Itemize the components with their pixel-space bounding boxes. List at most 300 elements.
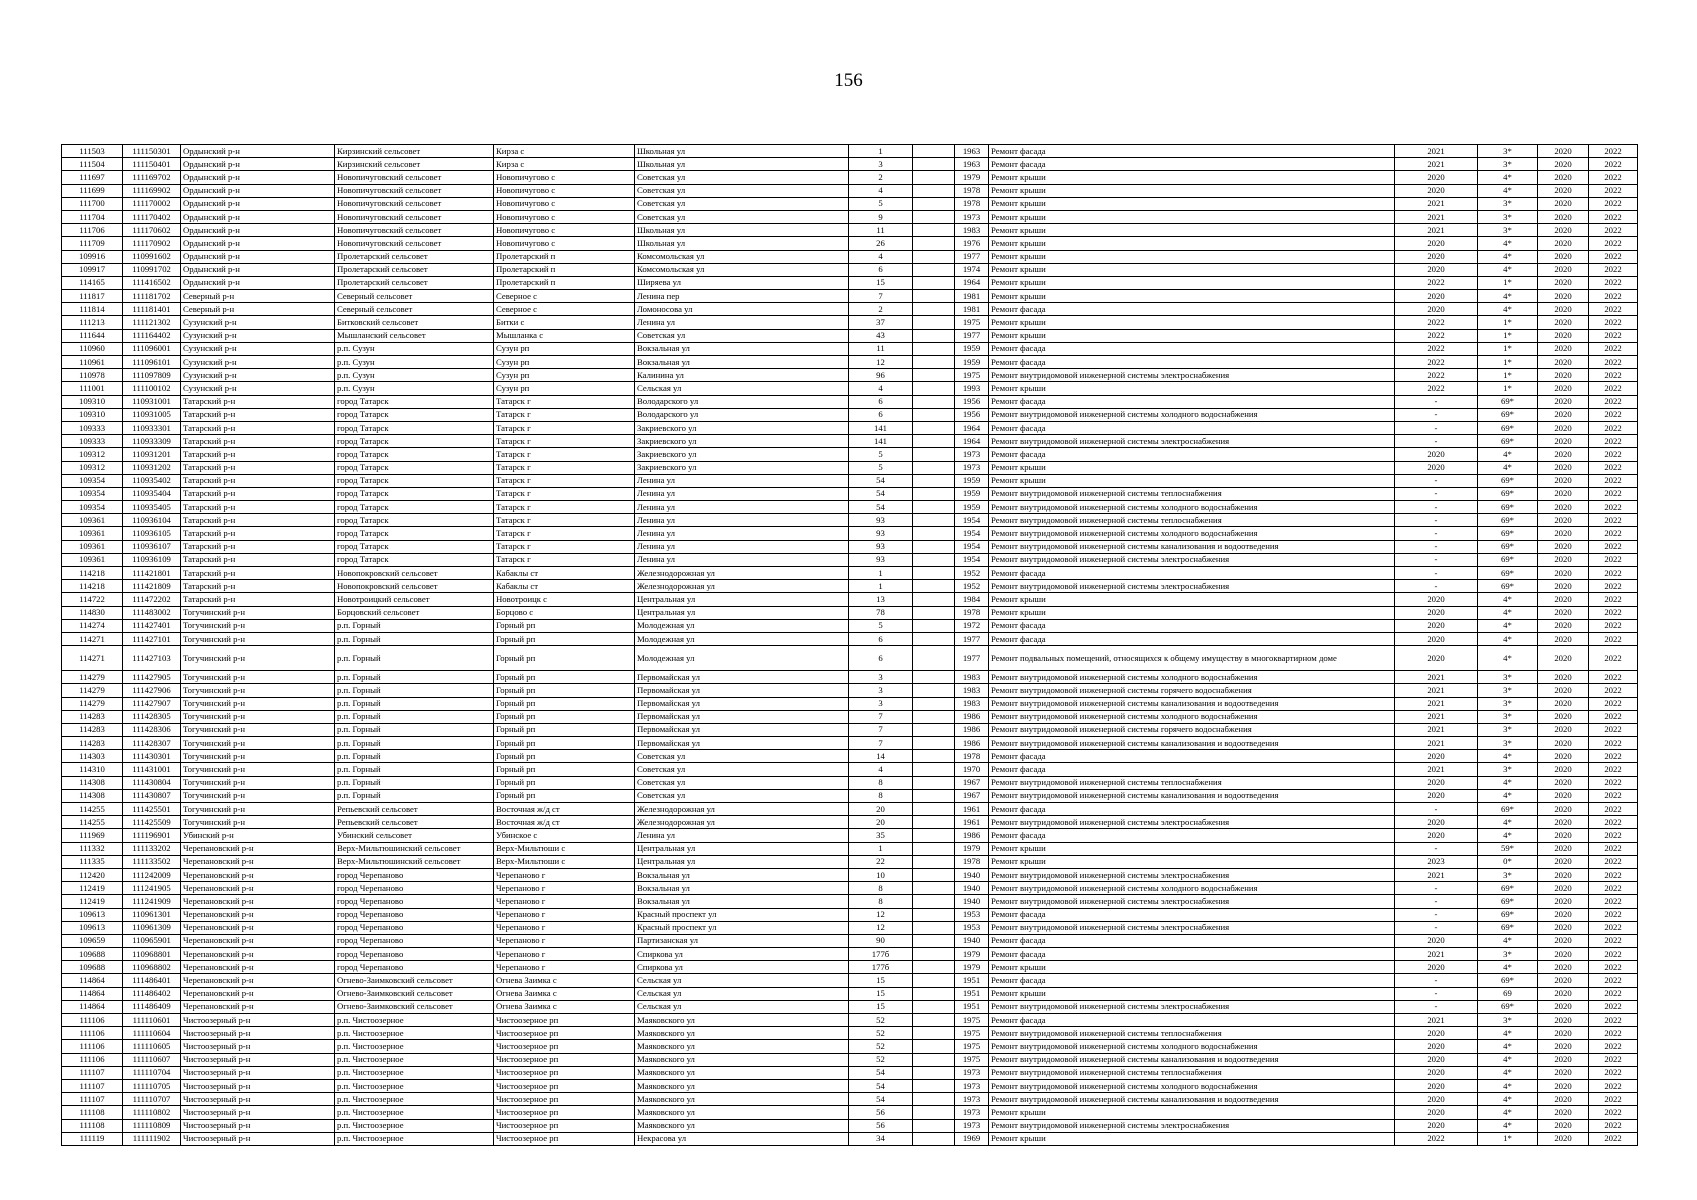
cell-house-number: 7 <box>849 737 913 750</box>
cell-period-end: 2022 <box>1589 395 1638 408</box>
cell-district: Татарский р-н <box>181 567 335 580</box>
table-row <box>62 408 1638 421</box>
cell-planned-year: - <box>1395 408 1478 421</box>
cell-house-number: 54 <box>849 501 913 514</box>
cell-status-value: 4* <box>1478 237 1538 250</box>
cell-district: Ордынский р-н <box>181 145 335 158</box>
cell-work-type: Ремонт крыши <box>989 987 1395 1000</box>
cell-settlement: Горный рп <box>494 750 635 763</box>
cell-street: Ленина ул <box>635 829 849 842</box>
cell-status-value: 4* <box>1478 829 1538 842</box>
cell-status-value: 4* <box>1478 816 1538 829</box>
table-row <box>62 263 1638 276</box>
cell-year-built: 1977 <box>955 250 989 263</box>
cell-work-id: 111421809 <box>123 580 181 593</box>
cell-building <box>913 382 955 395</box>
cell-planned-year: 2021 <box>1395 684 1478 697</box>
cell-period-start: 2020 <box>1538 487 1589 500</box>
cell-work-type: Ремонт внутридомовой инженерной системы электроснабжения <box>989 553 1395 566</box>
cell-planned-year: 2021 <box>1395 763 1478 776</box>
cell-status-value: 3* <box>1478 723 1538 736</box>
cell-period-end: 2022 <box>1589 816 1638 829</box>
cell-year-built: 1940 <box>955 934 989 947</box>
cell-building <box>913 723 955 736</box>
cell-municipality: город Черепаново <box>335 882 494 895</box>
cell-year-built: 1959 <box>955 342 989 355</box>
cell-status-value: 1* <box>1478 276 1538 289</box>
cell-status-value: 69* <box>1478 895 1538 908</box>
cell-work-type: Ремонт фасада <box>989 948 1395 961</box>
cell-planned-year: 2020 <box>1395 646 1478 671</box>
cell-building <box>913 461 955 474</box>
cell-house-id: 111700 <box>62 197 123 210</box>
cell-municipality: город Татарск <box>335 501 494 514</box>
cell-status-value: 4* <box>1478 750 1538 763</box>
cell-period-start: 2020 <box>1538 789 1589 802</box>
cell-year-built: 1977 <box>955 329 989 342</box>
cell-period-end: 2022 <box>1589 290 1638 303</box>
cell-work-type: Ремонт внутридомовой инженерной системы электроснабжения <box>989 921 1395 934</box>
cell-street: Маяковского ул <box>635 1079 849 1092</box>
cell-status-value: 4* <box>1478 448 1538 461</box>
cell-status-value: 69* <box>1478 580 1538 593</box>
cell-period-end: 2022 <box>1589 632 1638 645</box>
page-number: 156 <box>834 70 863 91</box>
cell-house-id: 111817 <box>62 290 123 303</box>
cell-period-end: 2022 <box>1589 435 1638 448</box>
cell-house-number: 1 <box>849 567 913 580</box>
cell-work-type: Ремонт фасада <box>989 632 1395 645</box>
cell-planned-year: 2020 <box>1395 184 1478 197</box>
cell-work-type: Ремонт внутридомовой инженерной системы теплоснабжения <box>989 1027 1395 1040</box>
cell-work-id: 111421801 <box>123 567 181 580</box>
cell-planned-year: 2020 <box>1395 1119 1478 1132</box>
cell-period-end: 2022 <box>1589 145 1638 158</box>
cell-period-end: 2022 <box>1589 514 1638 527</box>
cell-municipality: Репьевский сельсовет <box>335 803 494 816</box>
cell-house-id: 114279 <box>62 697 123 710</box>
cell-settlement: Черепаново г <box>494 882 635 895</box>
cell-status-value: 4* <box>1478 606 1538 619</box>
table-row <box>62 210 1638 223</box>
cell-period-start: 2020 <box>1538 553 1589 566</box>
cell-district: Чистоозерный р-н <box>181 1027 335 1040</box>
cell-settlement: Огнева Заимка с <box>494 1000 635 1013</box>
cell-period-end: 2022 <box>1589 710 1638 723</box>
cell-municipality: р.п. Сузун <box>335 356 494 369</box>
cell-house-number: 54 <box>849 487 913 500</box>
cell-year-built: 1973 <box>955 1119 989 1132</box>
cell-period-end: 2022 <box>1589 421 1638 434</box>
cell-settlement: Татарск г <box>494 408 635 421</box>
cell-year-built: 1940 <box>955 868 989 881</box>
cell-work-type: Ремонт фасада <box>989 974 1395 987</box>
cell-house-number: 93 <box>849 514 913 527</box>
cell-district: Северный р-н <box>181 290 335 303</box>
cell-planned-year: 2022 <box>1395 276 1478 289</box>
cell-work-id: 110968802 <box>123 961 181 974</box>
cell-period-start: 2020 <box>1538 474 1589 487</box>
cell-planned-year: 2020 <box>1395 1040 1478 1053</box>
cell-status-value: 69* <box>1478 540 1538 553</box>
cell-house-id: 111969 <box>62 829 123 842</box>
cell-municipality: Новопокровский сельсовет <box>335 567 494 580</box>
cell-year-built: 1979 <box>955 171 989 184</box>
cell-year-built: 1973 <box>955 461 989 474</box>
cell-street: Вокзальная ул <box>635 356 849 369</box>
cell-municipality: город Черепаново <box>335 961 494 974</box>
cell-municipality: р.п. Горный <box>335 646 494 671</box>
cell-house-id: 109354 <box>62 501 123 514</box>
cell-building <box>913 1027 955 1040</box>
cell-planned-year: 2021 <box>1395 697 1478 710</box>
table-row <box>62 803 1638 816</box>
cell-status-value: 3* <box>1478 684 1538 697</box>
table-row <box>62 224 1638 237</box>
cell-street: Закриевского ул <box>635 448 849 461</box>
cell-work-id: 110936107 <box>123 540 181 553</box>
cell-period-end: 2022 <box>1589 263 1638 276</box>
cell-house-id: 111108 <box>62 1106 123 1119</box>
table-row <box>62 145 1638 158</box>
cell-status-value: 4* <box>1478 619 1538 632</box>
cell-period-start: 2020 <box>1538 1106 1589 1119</box>
cell-building <box>913 237 955 250</box>
cell-period-end: 2022 <box>1589 1040 1638 1053</box>
cell-period-end: 2022 <box>1589 684 1638 697</box>
cell-house-number: 54 <box>849 1066 913 1079</box>
cell-building <box>913 710 955 723</box>
cell-status-value: 4* <box>1478 263 1538 276</box>
cell-work-type: Ремонт внутридомовой инженерной системы канализования и водоотведения <box>989 1053 1395 1066</box>
table-row <box>62 1027 1638 1040</box>
cell-year-built: 1979 <box>955 842 989 855</box>
cell-settlement: Пролетарский п <box>494 263 635 276</box>
cell-street: Советская ул <box>635 789 849 802</box>
cell-district: Северный р-н <box>181 303 335 316</box>
cell-building <box>913 593 955 606</box>
cell-settlement: Битки с <box>494 316 635 329</box>
cell-work-id: 111428306 <box>123 723 181 736</box>
cell-building <box>913 184 955 197</box>
table-row <box>62 158 1638 171</box>
cell-year-built: 1979 <box>955 948 989 961</box>
table-row <box>62 684 1638 697</box>
cell-settlement: Татарск г <box>494 421 635 434</box>
cell-work-id: 111181702 <box>123 290 181 303</box>
cell-planned-year: - <box>1395 501 1478 514</box>
cell-house-number: 15 <box>849 1000 913 1013</box>
cell-period-start: 2020 <box>1538 987 1589 1000</box>
cell-district: Черепановский р-н <box>181 855 335 868</box>
cell-building <box>913 776 955 789</box>
cell-street: Маяковского ул <box>635 1014 849 1027</box>
table-row <box>62 527 1638 540</box>
cell-status-value: 69* <box>1478 421 1538 434</box>
cell-municipality: р.п. Чистоозерное <box>335 1066 494 1079</box>
cell-district: Сузунский р-н <box>181 356 335 369</box>
cell-year-built: 1963 <box>955 158 989 171</box>
cell-period-start: 2020 <box>1538 342 1589 355</box>
cell-house-number: 56 <box>849 1106 913 1119</box>
cell-work-id: 111428307 <box>123 737 181 750</box>
cell-status-value: 4* <box>1478 461 1538 474</box>
cell-street: Ленина ул <box>635 527 849 540</box>
cell-period-end: 2022 <box>1589 210 1638 223</box>
cell-work-type: Ремонт фасада <box>989 619 1395 632</box>
cell-house-number: 8 <box>849 776 913 789</box>
cell-municipality: р.п. Горный <box>335 632 494 645</box>
cell-building <box>913 855 955 868</box>
cell-settlement: Горный рп <box>494 646 635 671</box>
cell-settlement: Сузун рп <box>494 356 635 369</box>
cell-work-type: Ремонт внутридомовой инженерной системы канализования и водоотведения <box>989 697 1395 710</box>
cell-work-type: Ремонт фасада <box>989 803 1395 816</box>
cell-house-id: 111107 <box>62 1093 123 1106</box>
cell-work-id: 111242009 <box>123 868 181 881</box>
cell-year-built: 1978 <box>955 606 989 619</box>
cell-house-id: 114279 <box>62 671 123 684</box>
cell-period-end: 2022 <box>1589 303 1638 316</box>
cell-house-number: 3 <box>849 671 913 684</box>
cell-year-built: 1976 <box>955 237 989 250</box>
table-row <box>62 908 1638 921</box>
cell-house-number: 22 <box>849 855 913 868</box>
cell-year-built: 1940 <box>955 895 989 908</box>
cell-house-id: 114283 <box>62 710 123 723</box>
cell-year-built: 1969 <box>955 1132 989 1145</box>
cell-status-value: 69* <box>1478 487 1538 500</box>
cell-status-value: 4* <box>1478 303 1538 316</box>
cell-house-number: 11 <box>849 224 913 237</box>
cell-year-built: 1981 <box>955 303 989 316</box>
cell-work-type: Ремонт внутридомовой инженерной системы теплоснабжения <box>989 776 1395 789</box>
cell-planned-year: - <box>1395 974 1478 987</box>
cell-house-id: 111106 <box>62 1014 123 1027</box>
cell-settlement: Татарск г <box>494 395 635 408</box>
cell-work-id: 111181401 <box>123 303 181 316</box>
cell-period-end: 2022 <box>1589 1027 1638 1040</box>
cell-period-start: 2020 <box>1538 948 1589 961</box>
cell-municipality: Огнево-Заимковский сельсовет <box>335 1000 494 1013</box>
cell-house-id: 114308 <box>62 776 123 789</box>
cell-house-number: 5 <box>849 461 913 474</box>
cell-period-end: 2022 <box>1589 803 1638 816</box>
cell-street: Комсомольская ул <box>635 250 849 263</box>
cell-work-type: Ремонт фасада <box>989 303 1395 316</box>
cell-settlement: Сузун рп <box>494 369 635 382</box>
cell-district: Чистоозерный р-н <box>181 1040 335 1053</box>
cell-work-id: 111169702 <box>123 171 181 184</box>
cell-street: Закриевского ул <box>635 421 849 434</box>
cell-street: Ленина ул <box>635 540 849 553</box>
cell-house-number: 12 <box>849 921 913 934</box>
cell-period-end: 2022 <box>1589 1079 1638 1092</box>
cell-building <box>913 671 955 684</box>
cell-planned-year: 2020 <box>1395 171 1478 184</box>
cell-building <box>913 684 955 697</box>
table-row <box>62 710 1638 723</box>
cell-house-number: 4 <box>849 184 913 197</box>
cell-work-type: Ремонт фасада <box>989 763 1395 776</box>
table-row <box>62 171 1638 184</box>
cell-period-start: 2020 <box>1538 461 1589 474</box>
table-row <box>62 974 1638 987</box>
table-row <box>62 501 1638 514</box>
cell-status-value: 69* <box>1478 474 1538 487</box>
cell-building <box>913 842 955 855</box>
cell-building <box>913 1079 955 1092</box>
cell-building <box>913 342 955 355</box>
cell-period-start: 2020 <box>1538 842 1589 855</box>
cell-work-type: Ремонт фасада <box>989 145 1395 158</box>
cell-period-start: 2020 <box>1538 803 1589 816</box>
cell-year-built: 1978 <box>955 750 989 763</box>
cell-year-built: 1954 <box>955 540 989 553</box>
cell-district: Чистоозерный р-н <box>181 1066 335 1079</box>
cell-work-id: 110931001 <box>123 395 181 408</box>
cell-house-id: 112419 <box>62 895 123 908</box>
cell-street: Школьная ул <box>635 237 849 250</box>
cell-period-start: 2020 <box>1538 737 1589 750</box>
cell-work-id: 111428305 <box>123 710 181 723</box>
cell-house-id: 114255 <box>62 803 123 816</box>
cell-planned-year: - <box>1395 435 1478 448</box>
table-row <box>62 842 1638 855</box>
cell-building <box>913 369 955 382</box>
cell-municipality: Новопичуговский сельсовет <box>335 171 494 184</box>
cell-municipality: город Татарск <box>335 474 494 487</box>
cell-municipality: Пролетарский сельсовет <box>335 276 494 289</box>
cell-street: Советская ул <box>635 329 849 342</box>
cell-house-number: 52 <box>849 1027 913 1040</box>
cell-settlement: Черепаново г <box>494 921 635 934</box>
cell-district: Тогучинский р-н <box>181 750 335 763</box>
cell-year-built: 1983 <box>955 671 989 684</box>
cell-status-value: 3* <box>1478 697 1538 710</box>
cell-work-id: 111486409 <box>123 1000 181 1013</box>
cell-work-type: Ремонт внутридомовой инженерной системы холодного водоснабжения <box>989 527 1395 540</box>
cell-work-id: 111427907 <box>123 697 181 710</box>
cell-street: Первомайская ул <box>635 697 849 710</box>
cell-district: Сузунский р-н <box>181 382 335 395</box>
cell-settlement: Новопичугово с <box>494 197 635 210</box>
cell-planned-year: 2021 <box>1395 671 1478 684</box>
cell-house-number: 93 <box>849 527 913 540</box>
cell-work-id: 110991602 <box>123 250 181 263</box>
cell-settlement: Горный рп <box>494 684 635 697</box>
cell-street: Советская ул <box>635 776 849 789</box>
cell-district: Тогучинский р-н <box>181 803 335 816</box>
cell-period-start: 2020 <box>1538 1027 1589 1040</box>
table-row <box>62 290 1638 303</box>
cell-house-number: 43 <box>849 329 913 342</box>
cell-period-end: 2022 <box>1589 671 1638 684</box>
cell-settlement: Новопичугово с <box>494 171 635 184</box>
cell-work-type: Ремонт крыши <box>989 961 1395 974</box>
cell-house-id: 114310 <box>62 763 123 776</box>
cell-year-built: 1967 <box>955 789 989 802</box>
cell-planned-year: - <box>1395 1000 1478 1013</box>
cell-street: Маяковского ул <box>635 1093 849 1106</box>
cell-status-value: 4* <box>1478 789 1538 802</box>
cell-work-type: Ремонт внутридомовой инженерной системы электроснабжения <box>989 369 1395 382</box>
cell-period-end: 2022 <box>1589 895 1638 908</box>
cell-municipality: р.п. Горный <box>335 737 494 750</box>
table-row <box>62 303 1638 316</box>
cell-district: Татарский р-н <box>181 448 335 461</box>
cell-building <box>913 567 955 580</box>
cell-street: Маяковского ул <box>635 1040 849 1053</box>
cell-settlement: Сузун рп <box>494 342 635 355</box>
cell-settlement: Татарск г <box>494 553 635 566</box>
cell-street: Железнодорожная ул <box>635 567 849 580</box>
cell-settlement: Чистоозерное рп <box>494 1066 635 1079</box>
cell-status-value: 3* <box>1478 710 1538 723</box>
cell-settlement: Чистоозерное рп <box>494 1079 635 1092</box>
cell-house-number: 7 <box>849 723 913 736</box>
cell-settlement: Верх-Мильтюши с <box>494 855 635 868</box>
cell-building <box>913 934 955 947</box>
cell-year-built: 1986 <box>955 710 989 723</box>
cell-district: Черепановский р-н <box>181 974 335 987</box>
cell-municipality: город Татарск <box>335 421 494 434</box>
cell-period-end: 2022 <box>1589 987 1638 1000</box>
cell-building <box>913 1000 955 1013</box>
cell-period-start: 2020 <box>1538 868 1589 881</box>
cell-district: Тогучинский р-н <box>181 763 335 776</box>
cell-period-start: 2020 <box>1538 184 1589 197</box>
cell-planned-year: - <box>1395 803 1478 816</box>
cell-house-number: 90 <box>849 934 913 947</box>
table-row <box>62 632 1638 645</box>
cell-work-id: 111483002 <box>123 606 181 619</box>
cell-district: Тогучинский р-н <box>181 684 335 697</box>
cell-house-id: 109312 <box>62 461 123 474</box>
cell-period-start: 2020 <box>1538 395 1589 408</box>
cell-house-id: 109354 <box>62 474 123 487</box>
cell-planned-year: - <box>1395 474 1478 487</box>
cell-period-start: 2020 <box>1538 684 1589 697</box>
cell-building <box>913 1014 955 1027</box>
cell-work-id: 111169902 <box>123 184 181 197</box>
table-row <box>62 697 1638 710</box>
cell-house-number: 5 <box>849 448 913 461</box>
cell-street: Первомайская ул <box>635 710 849 723</box>
cell-house-id: 111001 <box>62 382 123 395</box>
cell-status-value: 69* <box>1478 567 1538 580</box>
cell-district: Татарский р-н <box>181 461 335 474</box>
cell-year-built: 1952 <box>955 567 989 580</box>
cell-building <box>913 646 955 671</box>
cell-work-type: Ремонт внутридомовой инженерной системы электроснабжения <box>989 1000 1395 1013</box>
cell-building <box>913 882 955 895</box>
cell-house-id: 109312 <box>62 448 123 461</box>
cell-district: Татарский р-н <box>181 408 335 421</box>
cell-municipality: Репьевский сельсовет <box>335 816 494 829</box>
cell-year-built: 1954 <box>955 553 989 566</box>
cell-planned-year: 2022 <box>1395 342 1478 355</box>
cell-work-type: Ремонт крыши <box>989 461 1395 474</box>
cell-status-value: 4* <box>1478 1119 1538 1132</box>
table-row <box>62 342 1638 355</box>
cell-work-id: 110936109 <box>123 553 181 566</box>
cell-planned-year: - <box>1395 895 1478 908</box>
cell-street: Ленина ул <box>635 514 849 527</box>
cell-municipality: город Черепаново <box>335 948 494 961</box>
cell-building <box>913 540 955 553</box>
cell-status-value: 1* <box>1478 342 1538 355</box>
